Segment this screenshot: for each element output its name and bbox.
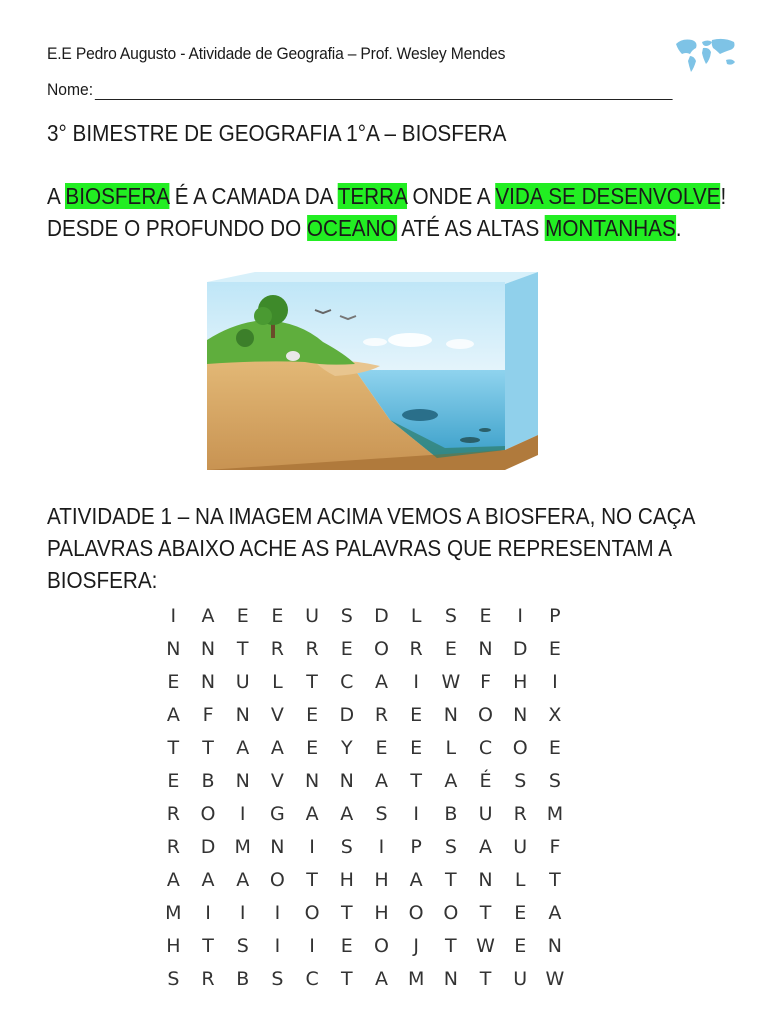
- grid-letter[interactable]: I: [413, 671, 419, 693]
- highlight-vida: VIDA SE DESENVOLVE: [495, 183, 721, 209]
- grid-letter[interactable]: E: [548, 737, 561, 759]
- grid-letter[interactable]: N: [270, 836, 285, 858]
- grid-letter[interactable]: N: [547, 935, 563, 957]
- grid-letter[interactable]: E: [514, 935, 527, 957]
- grid-letter[interactable]: Y: [340, 737, 353, 759]
- grid-letter[interactable]: R: [270, 638, 284, 660]
- grid-letter[interactable]: O: [373, 935, 389, 957]
- grid-letter[interactable]: W: [476, 935, 495, 957]
- grid-letter[interactable]: E: [236, 605, 249, 627]
- grid-letter[interactable]: I: [274, 935, 281, 957]
- grid-letter[interactable]: R: [374, 704, 389, 726]
- grid-letter[interactable]: C: [340, 671, 354, 693]
- grid-letter[interactable]: A: [374, 770, 388, 792]
- grid-letter[interactable]: W: [441, 671, 461, 693]
- grid-letter[interactable]: O: [373, 638, 389, 660]
- grid-letter[interactable]: U: [478, 803, 493, 825]
- grid-row: [156, 633, 572, 666]
- grid-letter[interactable]: U: [513, 968, 528, 990]
- grid-letter[interactable]: R: [409, 638, 423, 660]
- grid-letter[interactable]: I: [239, 803, 246, 825]
- grid-letter[interactable]: E: [340, 638, 353, 660]
- grid-letter[interactable]: A: [409, 869, 423, 891]
- grid-letter[interactable]: F: [202, 704, 214, 726]
- highlight-biosfera: BIOSFERA: [65, 183, 169, 209]
- activity-line-1: ATIVIDADE 1 – NA IMAGEM ACIMA VEMOS A BIOSFERA, NO CAÇA: [47, 503, 696, 529]
- grid-letter[interactable]: S: [340, 836, 353, 858]
- highlight-oceano: OCEANO: [306, 215, 397, 241]
- grid-letter[interactable]: O: [408, 902, 424, 924]
- grid-letter[interactable]: A: [479, 836, 493, 858]
- grid-letter[interactable]: E: [479, 605, 492, 627]
- grid-letter[interactable]: O: [512, 737, 528, 759]
- grid-letter[interactable]: N: [166, 638, 181, 660]
- grid-letter[interactable]: E: [306, 704, 319, 726]
- grid-letter[interactable]: N: [304, 770, 320, 792]
- grid-letter[interactable]: I: [309, 836, 315, 858]
- grid-letter[interactable]: N: [443, 704, 458, 726]
- grid-letter[interactable]: E: [340, 935, 353, 957]
- grid-letter[interactable]: T: [479, 968, 492, 990]
- grid-letter[interactable]: R: [166, 836, 180, 858]
- grid-letter[interactable]: D: [339, 704, 355, 726]
- grid-letter[interactable]: E: [410, 704, 423, 726]
- grid-letter[interactable]: E: [410, 737, 423, 759]
- grid-letter[interactable]: I: [239, 902, 246, 924]
- grid-letter[interactable]: I: [170, 605, 177, 627]
- grid-letter[interactable]: É: [479, 770, 492, 792]
- grid-letter[interactable]: T: [202, 737, 214, 759]
- activity-line-2: PALAVRAS ABAIXO ACHE AS PALAVRAS QUE REPRESENTAM A: [47, 535, 673, 561]
- grid-letter[interactable]: J: [413, 935, 419, 957]
- grid-letter[interactable]: D: [374, 605, 389, 627]
- grid-letter[interactable]: M: [407, 968, 425, 990]
- grid-row: [156, 666, 572, 699]
- grid-row: [156, 732, 572, 765]
- grid-letter[interactable]: N: [478, 869, 493, 891]
- grid-letter[interactable]: T: [549, 869, 561, 891]
- grid-letter[interactable]: A: [305, 803, 319, 825]
- grid-letter[interactable]: S: [271, 968, 284, 990]
- grid-letter[interactable]: X: [548, 704, 562, 726]
- grid-letter[interactable]: R: [201, 968, 215, 990]
- grid-letter[interactable]: H: [339, 869, 354, 891]
- grid-row: [156, 864, 572, 897]
- grid-letter[interactable]: F: [480, 671, 491, 693]
- grid-letter[interactable]: N: [339, 770, 354, 792]
- grid-letter[interactable]: E: [306, 737, 319, 759]
- grid-row: [156, 600, 572, 633]
- grid-letter[interactable]: E: [271, 605, 284, 627]
- grid-letter[interactable]: R: [513, 803, 527, 825]
- grid-letter[interactable]: P: [549, 605, 561, 627]
- grid-letter[interactable]: T: [306, 671, 318, 693]
- grid-letter[interactable]: O: [478, 704, 494, 726]
- grid-letter[interactable]: E: [514, 902, 527, 924]
- grid-row: [156, 831, 572, 864]
- grid-letter[interactable]: R: [305, 638, 319, 660]
- grid-letter[interactable]: S: [236, 935, 249, 957]
- grid-row: [156, 963, 572, 996]
- grid-letter[interactable]: N: [200, 638, 216, 660]
- grid-letter[interactable]: L: [272, 671, 283, 693]
- grid-letter[interactable]: T: [445, 869, 457, 891]
- intro-line-2: DESDE O PROFUNDO DO OCEANO ATÉ AS ALTAS MONTANHAS.: [47, 215, 682, 241]
- grid-letter[interactable]: E: [375, 737, 388, 759]
- grid-letter[interactable]: T: [445, 935, 457, 957]
- grid-letter[interactable]: E: [167, 770, 180, 792]
- activity-instructions: [47, 500, 695, 596]
- grid-letter[interactable]: S: [444, 836, 457, 858]
- grid-letter[interactable]: T: [236, 638, 249, 660]
- grid-letter[interactable]: T: [410, 770, 422, 792]
- grid-letter[interactable]: E: [167, 671, 180, 693]
- grid-letter[interactable]: C: [305, 968, 319, 990]
- grid-letter[interactable]: A: [444, 770, 458, 792]
- grid-letter[interactable]: I: [552, 671, 558, 693]
- grid-letter[interactable]: L: [445, 737, 457, 759]
- grid-letter[interactable]: S: [340, 605, 353, 627]
- intro-paragraph: [47, 180, 726, 244]
- grid-letter[interactable]: V: [270, 770, 284, 792]
- grid-letter[interactable]: S: [444, 605, 457, 627]
- grid-letter[interactable]: U: [235, 671, 250, 693]
- grid-letter[interactable]: B: [236, 968, 250, 990]
- grid-letter[interactable]: R: [166, 803, 180, 825]
- grid-letter[interactable]: H: [166, 935, 181, 957]
- grid-letter[interactable]: T: [340, 968, 353, 990]
- grid-letter[interactable]: A: [270, 737, 284, 759]
- grid-letter[interactable]: L: [514, 869, 526, 891]
- grid-letter[interactable]: P: [410, 836, 422, 858]
- grid-letter[interactable]: N: [200, 671, 216, 693]
- grid-letter[interactable]: O: [443, 902, 459, 924]
- grid-letter[interactable]: T: [167, 737, 180, 759]
- grid-letter[interactable]: A: [166, 869, 180, 891]
- grid-letter[interactable]: D: [512, 638, 528, 660]
- grid-row: [156, 765, 572, 798]
- grid-row: [156, 897, 572, 930]
- biosphere-illustration: [205, 270, 540, 485]
- grid-letter[interactable]: O: [269, 869, 285, 891]
- name-label: Nome:: [47, 80, 94, 99]
- grid-letter[interactable]: F: [549, 836, 561, 858]
- highlight-montanhas: MONTANHAS: [545, 215, 676, 241]
- grid-letter[interactable]: N: [478, 638, 493, 660]
- highlight-terra: TERRA: [337, 183, 407, 209]
- grid-letter[interactable]: I: [309, 935, 315, 957]
- grid-letter[interactable]: S: [375, 803, 388, 825]
- grid-letter[interactable]: M: [546, 803, 564, 825]
- grid-letter[interactable]: S: [514, 770, 527, 792]
- activity-line-3: BIOSFERA:: [47, 567, 158, 593]
- grid-letter[interactable]: N: [235, 704, 250, 726]
- grid-letter[interactable]: N: [443, 968, 458, 990]
- grid-letter[interactable]: O: [304, 902, 320, 924]
- grid-letter[interactable]: V: [270, 704, 284, 726]
- intro-line-1: A BIOSFERA É A CAMADA DA TERRA ONDE A VIDA SE DESENVOLVE!: [47, 183, 727, 209]
- grid-row: [156, 699, 572, 732]
- grid-letter[interactable]: U: [305, 605, 320, 627]
- grid-letter[interactable]: T: [479, 902, 492, 924]
- name-underline: [95, 85, 673, 100]
- grid-letter[interactable]: A: [374, 671, 388, 693]
- grid-letter[interactable]: E: [548, 638, 561, 660]
- grid-letter[interactable]: A: [548, 902, 562, 924]
- name-field[interactable]: [47, 80, 673, 100]
- grid-letter[interactable]: A: [201, 605, 215, 627]
- grid-letter[interactable]: A: [166, 704, 180, 726]
- grid-letter[interactable]: I: [517, 605, 524, 627]
- world-map-icon: [672, 34, 740, 74]
- word-search-grid[interactable]: [156, 600, 572, 996]
- grid-letter[interactable]: U: [513, 836, 528, 858]
- grid-letter[interactable]: M: [234, 836, 251, 858]
- grid-letter[interactable]: M: [165, 902, 182, 924]
- grid-letter[interactable]: E: [444, 638, 457, 660]
- grid-letter[interactable]: S: [167, 968, 180, 990]
- grid-letter[interactable]: S: [548, 770, 561, 792]
- grid-letter[interactable]: H: [374, 902, 389, 924]
- grid-letter[interactable]: G: [270, 803, 285, 825]
- grid-letter[interactable]: I: [413, 803, 419, 825]
- grid-letter[interactable]: T: [306, 869, 318, 891]
- grid-letter[interactable]: H: [374, 869, 389, 891]
- grid-letter[interactable]: D: [200, 836, 216, 858]
- grid-row: [156, 930, 572, 963]
- grid-letter[interactable]: A: [374, 968, 388, 990]
- grid-letter[interactable]: L: [410, 605, 422, 627]
- grid-letter[interactable]: B: [444, 803, 458, 825]
- school-header: E.E Pedro Augusto - Atividade de Geografia – Prof. Wesley Mendes: [47, 44, 506, 63]
- grid-letter[interactable]: T: [340, 902, 353, 924]
- grid-letter[interactable]: H: [513, 671, 528, 693]
- grid-letter[interactable]: T: [202, 935, 214, 957]
- grid-letter[interactable]: N: [235, 770, 250, 792]
- grid-letter[interactable]: N: [513, 704, 528, 726]
- grid-letter[interactable]: A: [201, 869, 215, 891]
- grid-letter[interactable]: A: [340, 803, 354, 825]
- grid-letter[interactable]: B: [201, 770, 215, 792]
- grid-row: [156, 798, 572, 831]
- grid-letter[interactable]: A: [236, 869, 250, 891]
- grid-letter[interactable]: I: [274, 902, 281, 924]
- grid-letter[interactable]: C: [478, 737, 493, 759]
- grid-letter[interactable]: W: [545, 968, 565, 990]
- grid-letter[interactable]: I: [205, 902, 211, 924]
- grid-letter[interactable]: I: [378, 836, 385, 858]
- grid-letter[interactable]: O: [200, 803, 216, 825]
- page-title: 3° BIMESTRE DE GEOGRAFIA 1°A – BIOSFERA: [47, 120, 507, 146]
- grid-letter[interactable]: A: [236, 737, 250, 759]
